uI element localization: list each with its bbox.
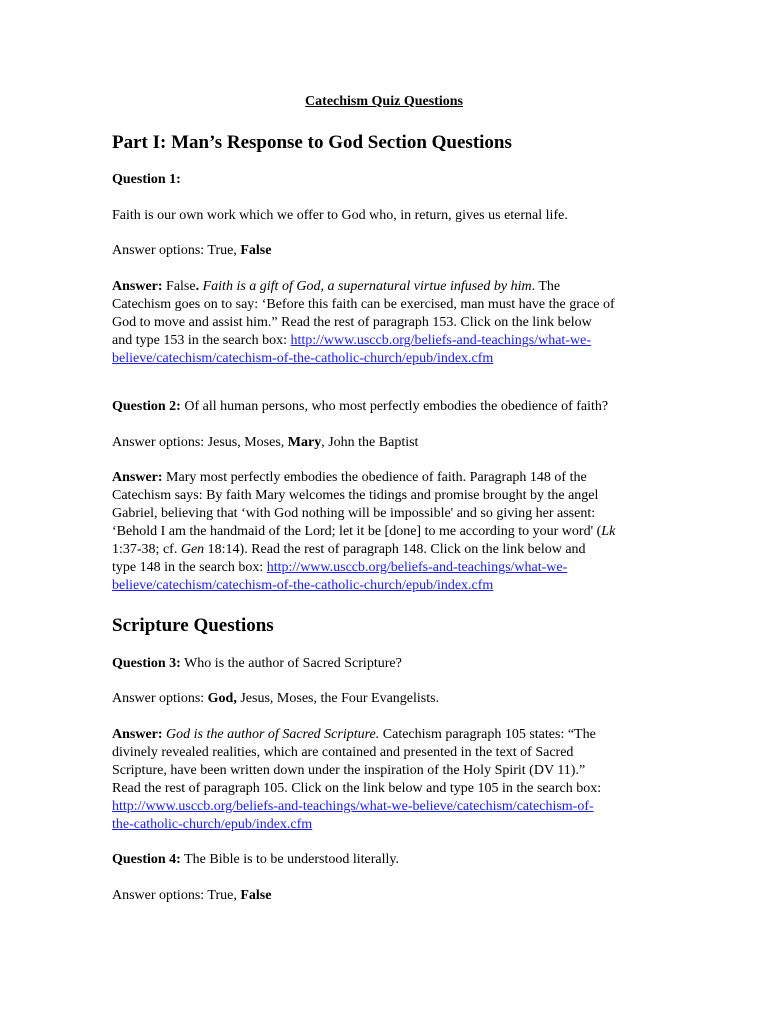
question-3-answer-line: Answer: God is the author of Sacred Scripture. Catechism paragraph 105 states: “The: [112, 727, 596, 742]
question-2-answer-line: ‘Behold I am the handmaid of the Lord; let it be [done] to me according to your word' (Lk: [112, 524, 616, 539]
section-heading-scripture: Scripture Questions: [112, 615, 274, 636]
catechism-link[interactable]: believe/catechism/catechism-of-the-catholic-church/epub/index.cfm: [112, 578, 494, 593]
question-1-label: Question 1:: [112, 172, 181, 187]
question-1-answer-line: God to move and assist him.” Read the rest of paragraph 153. Click on the link below: [112, 315, 592, 330]
question-3-options: Answer options: God, Jesus, Moses, the Four Evangelists.: [112, 691, 440, 706]
question-1-answer-line: Answer: False. Faith is a gift of God, a supernatural virtue infused by him. The: [112, 279, 561, 294]
question-1-options: Answer options: True, False: [112, 243, 272, 258]
question-2-answer-line: Answer: Mary most perfectly embodies the obedience of faith. Paragraph 148 of the: [112, 470, 587, 485]
question-2-answer-line: 1:37-38; cf. Gen 18:14). Read the rest of paragraph 148. Click on the link below and: [112, 542, 586, 557]
question-4-options: Answer options: True, False: [112, 888, 272, 903]
catechism-link[interactable]: http://www.usccb.org/beliefs-and-teachings/what-we-: [290, 333, 591, 348]
question-4-text: Question 4: The Bible is to be understood literally.: [112, 852, 399, 867]
question-1-answer-line: [112, 350, 493, 368]
question-1-answer-line: and type 153 in the search box: http://www.usccb.org/beliefs-and-teachings/what-we-: [112, 333, 591, 348]
question-1-text: Faith is our own work which we offer to God who, in return, gives us eternal life.: [112, 208, 568, 223]
question-2-answer-line: Gabriel, believing that ‘with God nothing will be impossible' and so giving her assent:: [112, 506, 596, 521]
question-2-answer-line: Catechism says: By faith Mary welcomes the tidings and promise brought by the angel: [112, 488, 599, 503]
catechism-link[interactable]: the-catholic-church/epub/index.cfm: [112, 817, 313, 832]
catechism-link[interactable]: http://www.usccb.org/beliefs-and-teachings/what-we-: [266, 560, 568, 575]
catechism-link[interactable]: http://www.usccb.org/beliefs-and-teachings/what-we-believe/catechism/catechism-of-: [112, 799, 594, 814]
question-2-answer-line: type 148 in the search box: http://www.usccb.org/beliefs-and-teachings/what-we-: [112, 560, 568, 575]
question-3-text: Question 3: Who is the author of Sacred Scripture?: [112, 656, 402, 671]
question-2-text: Question 2: Of all human persons, who most perfectly embodies the obedience of faith?: [112, 399, 609, 414]
question-3-answer-line: Scripture, have been written down under the inspiration of the Holy Spirit (DV 11).”: [112, 763, 586, 778]
question-2-answer-line: [112, 577, 493, 595]
question-3-answer-line: Read the rest of paragraph 105. Click on the link below and type 105 in the search box:: [112, 781, 602, 796]
question-2-options: Answer options: Jesus, Moses, Mary, John the Baptist: [112, 435, 419, 450]
section-heading-part-one: Part I: Man’s Response to God Section Questions: [112, 132, 512, 153]
question-1-answer-line: Catechism goes on to say: ‘Before this faith can be exercised, man must have the grace of: [112, 297, 615, 312]
question-3-answer-line: [112, 816, 312, 834]
document-title: Catechism Quiz Questions: [305, 94, 463, 109]
question-3-answer-line: divinely revealed realities, which are contained and presented in the text of Sacred: [112, 745, 574, 760]
question-3-answer-line: [112, 798, 594, 816]
catechism-link[interactable]: believe/catechism/catechism-of-the-catholic-church/epub/index.cfm: [112, 351, 494, 366]
